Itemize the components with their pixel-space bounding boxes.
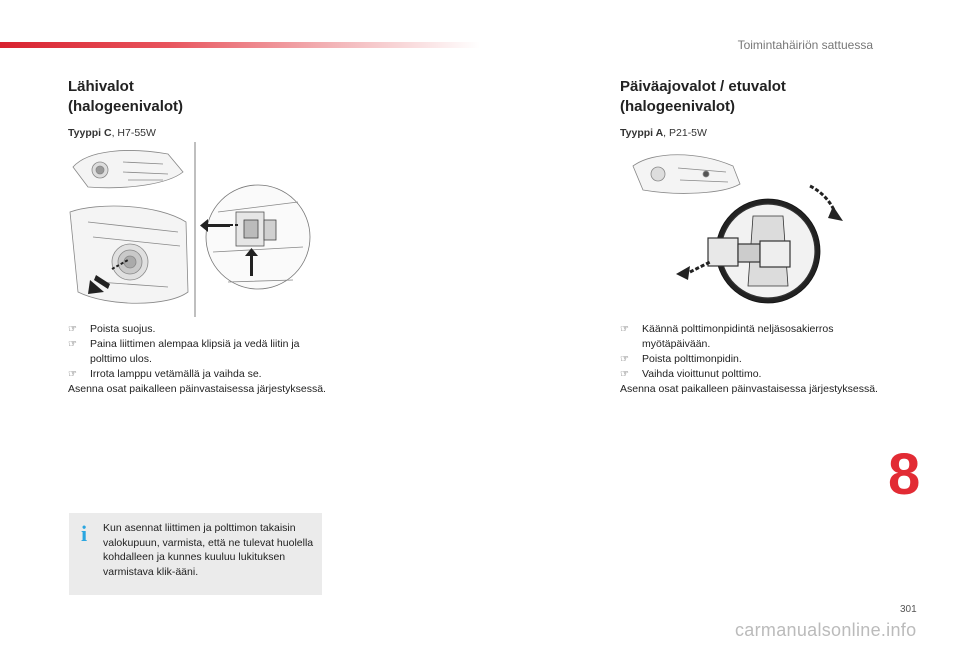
check-icon: ☞ xyxy=(68,339,77,350)
info-note-box xyxy=(69,513,322,595)
list-item: ☞ Vaihda vioittunut polttimo. xyxy=(620,368,762,380)
low-beam-title: Lähivalot (halogeenivalot) xyxy=(68,78,184,115)
daytime-running-lights-section xyxy=(620,77,880,139)
low-beam-section xyxy=(68,77,328,139)
drl-title: Päiväajovalot / etuvalot (halogeenivalot) xyxy=(620,78,786,115)
check-icon: ☞ xyxy=(620,354,629,365)
low-beam-instructions xyxy=(68,322,330,397)
watermark: carmanualsonline.info xyxy=(735,620,917,640)
low-beam-illustration xyxy=(68,142,323,317)
info-note-text: Kun asennat liittimen ja polttimon takaisin valokupuun, varmista, että ne tulevat huolella kohdalleen ja kunnes kuuluu lukituksen varmistava klik-ääni. xyxy=(103,522,314,578)
list-item: ☞ Poista suojus. xyxy=(68,323,156,335)
drl-instructions xyxy=(620,322,882,397)
list-item: ☞ Paina liittimen alempaa klipsiä ja vedä liitin ja polttimo ulos. xyxy=(68,338,300,365)
header-accent-bar xyxy=(0,42,480,48)
drl-bulb-type: Tyyppi A, P21-5W xyxy=(620,127,707,139)
list-item: ☞ Käännä polttimonpidintä neljäsosakierros myötäpäivään. xyxy=(620,323,834,350)
list-item: ☞ Poista polttimonpidin. xyxy=(620,353,742,365)
check-icon: ☞ xyxy=(68,369,77,380)
drl-illustration xyxy=(628,146,853,306)
low-beam-bulb-type: Tyyppi C, H7-55W xyxy=(68,127,156,139)
chapter-number: 8 xyxy=(888,442,921,507)
check-icon: ☞ xyxy=(620,369,629,380)
check-icon: ☞ xyxy=(620,324,629,335)
page-number: 301 xyxy=(900,604,917,615)
chapter-header-title: Toimintahäiriön sattuessa xyxy=(737,38,873,52)
reassembly-note: Asenna osat paikalleen päinvastaisessa järjestyksessä. xyxy=(68,383,326,395)
check-icon: ☞ xyxy=(68,324,77,335)
info-icon: i xyxy=(81,521,88,546)
list-item: ☞ Irrota lamppu vetämällä ja vaihda se. xyxy=(68,368,262,380)
reassembly-note: Asenna osat paikalleen päinvastaisessa järjestyksessä. xyxy=(620,383,878,395)
